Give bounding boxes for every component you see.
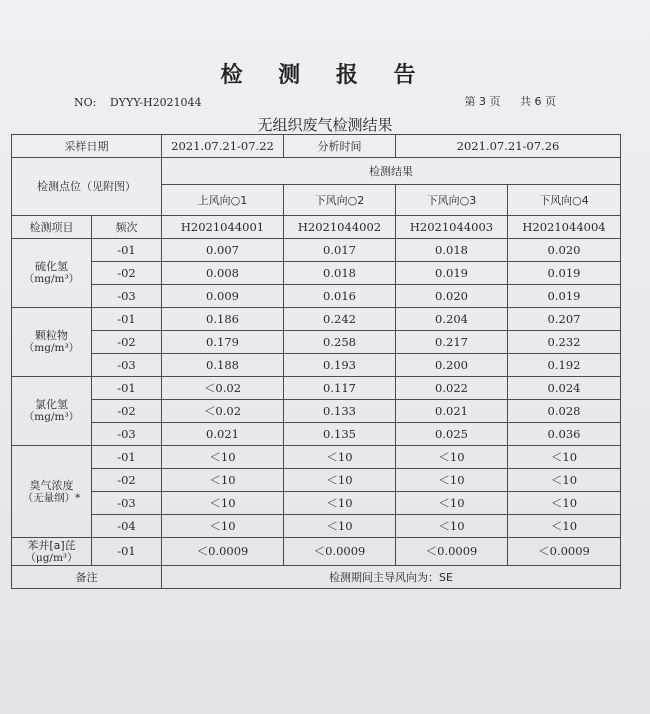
freq-cell: -03 [92,285,162,308]
freq-cell: -01 [92,239,162,262]
table-row [12,423,621,446]
point-label: 检测点位（见附图） [12,158,162,216]
results-table [11,134,621,589]
report-number: DYYY-H2021044 [109,96,202,109]
freq-cell: -01 [92,538,162,566]
header-row-codes [12,216,621,239]
value-cell: ＜0.02 [162,400,284,423]
freq-cell: -02 [92,400,162,423]
value-cell: 0.135 [284,423,396,446]
point-header: 下风向○3 [396,185,508,216]
value-cell: 0.007 [162,239,284,262]
page-total: 共 6 页 [520,95,556,108]
value-cell: 0.021 [162,423,284,446]
item-cell [12,308,92,377]
remarks-text: 检测期间主导风向为：SE [162,566,621,589]
value-cell: 0.217 [396,331,508,354]
table-row [12,446,621,469]
sample-code: H2021044002 [284,216,396,239]
sampling-date-label: 采样日期 [12,135,162,158]
meta-row [12,135,621,158]
remarks-row [12,566,621,589]
value-cell: ＜0.0009 [396,538,508,566]
table-subtitle: 无组织废气检测结果 [257,116,393,134]
freq-cell: -01 [92,446,162,469]
value-cell: 0.019 [508,285,621,308]
freq-cell: -01 [92,377,162,400]
sample-code: H2021044001 [162,216,284,239]
sample-code: H2021044004 [508,216,621,239]
value-cell: 0.232 [508,331,621,354]
freq-cell: -03 [92,423,162,446]
item-name: 苯并[a]芘 [27,538,76,552]
item-unit: （μg/m³） [25,551,78,564]
report-number-line [74,96,212,109]
table-row [12,492,621,515]
value-cell: 0.020 [508,239,621,262]
page-indicator [449,93,557,109]
value-cell: 0.018 [284,262,396,285]
value-cell: ＜10 [162,446,284,469]
item-unit: （mg/m³） [23,342,80,354]
table-row [12,354,621,377]
value-cell: 0.204 [396,308,508,331]
table-row [12,469,621,492]
report-number-label: NO: [74,96,97,109]
value-cell: ＜10 [396,469,508,492]
point-header: 下风向○4 [508,185,621,216]
item-cell [12,538,92,566]
value-cell: 0.028 [508,400,621,423]
report-title: 检 测 报 告 [220,63,430,88]
value-cell: ＜10 [284,446,396,469]
table-row [12,262,621,285]
freq-cell: -03 [92,492,162,515]
sample-code: H2021044003 [396,216,508,239]
point-header: 上风向○1 [162,185,284,216]
freq-cell: -02 [92,469,162,492]
sampling-date: 2021.07.21-07.22 [162,135,284,158]
value-cell: 0.117 [284,377,396,400]
value-cell: ＜10 [396,446,508,469]
value-cell: 0.017 [284,239,396,262]
item-name: 氯化氢 [35,398,68,411]
value-cell: 0.036 [508,423,621,446]
item-unit: （mg/m³） [23,273,80,285]
value-cell: 0.186 [162,308,284,331]
value-cell: 0.022 [396,377,508,400]
value-cell: ＜10 [508,446,621,469]
item-cell [12,446,92,538]
results-label: 检测结果 [162,158,621,185]
item-name: 臭气浓度 [29,478,74,492]
value-cell: 0.207 [508,308,621,331]
value-cell: ＜10 [508,492,621,515]
value-cell: ＜0.0009 [162,538,284,566]
table-row [12,308,621,331]
value-cell: 0.019 [508,262,621,285]
value-cell: 0.021 [396,400,508,423]
value-cell: 0.008 [162,262,284,285]
table-row [12,538,621,566]
table-row [12,239,621,262]
value-cell: 0.258 [284,331,396,354]
freq-cell: -04 [92,515,162,538]
value-cell: ＜10 [284,469,396,492]
table-row [12,285,621,308]
value-cell: 0.024 [508,377,621,400]
value-cell: ＜10 [162,492,284,515]
freq-cell: -03 [92,354,162,377]
item-cell [12,377,92,446]
header-row-1 [12,158,621,185]
remarks-label: 备注 [12,566,162,589]
item-name: 硫化氢 [35,260,68,273]
table-row [12,331,621,354]
value-cell: 0.200 [396,354,508,377]
value-cell: 0.025 [396,423,508,446]
value-cell: 0.018 [396,239,508,262]
value-cell: ＜0.02 [162,377,284,400]
value-cell: ＜0.0009 [508,538,621,566]
value-cell: ＜10 [162,515,284,538]
value-cell: ＜10 [396,492,508,515]
point-header: 下风向○2 [284,185,396,216]
value-cell: ＜0.0009 [284,538,396,566]
value-cell: 0.188 [162,354,284,377]
item-label: 检测项目 [12,216,92,239]
value-cell: 0.020 [396,285,508,308]
table-row [12,400,621,423]
value-cell: ＜10 [508,469,621,492]
item-unit: （无量纲）* [22,491,81,504]
value-cell: ＜10 [162,469,284,492]
value-cell: 0.193 [284,354,396,377]
freq-cell: -01 [92,308,162,331]
value-cell: 0.133 [284,400,396,423]
value-cell: ＜10 [284,515,396,538]
analysis-time: 2021.07.21-07.26 [396,135,621,158]
value-cell: ＜10 [284,492,396,515]
value-cell: 0.009 [162,285,284,308]
table-row [12,515,621,538]
value-cell: 0.192 [508,354,621,377]
item-cell [12,239,92,308]
freq-label: 频次 [92,216,162,239]
freq-cell: -02 [92,331,162,354]
analysis-time-label: 分析时间 [284,135,396,158]
item-unit: （mg/m³） [23,411,80,423]
value-cell: 0.019 [396,262,508,285]
page-number: 第 3 页 [464,95,501,108]
table-row [12,377,621,400]
freq-cell: -02 [92,262,162,285]
value-cell: ＜10 [508,515,621,538]
value-cell: 0.242 [284,308,396,331]
value-cell: ＜10 [396,515,508,538]
value-cell: 0.016 [284,285,396,308]
item-name: 颗粒物 [35,329,68,342]
value-cell: 0.179 [162,331,284,354]
